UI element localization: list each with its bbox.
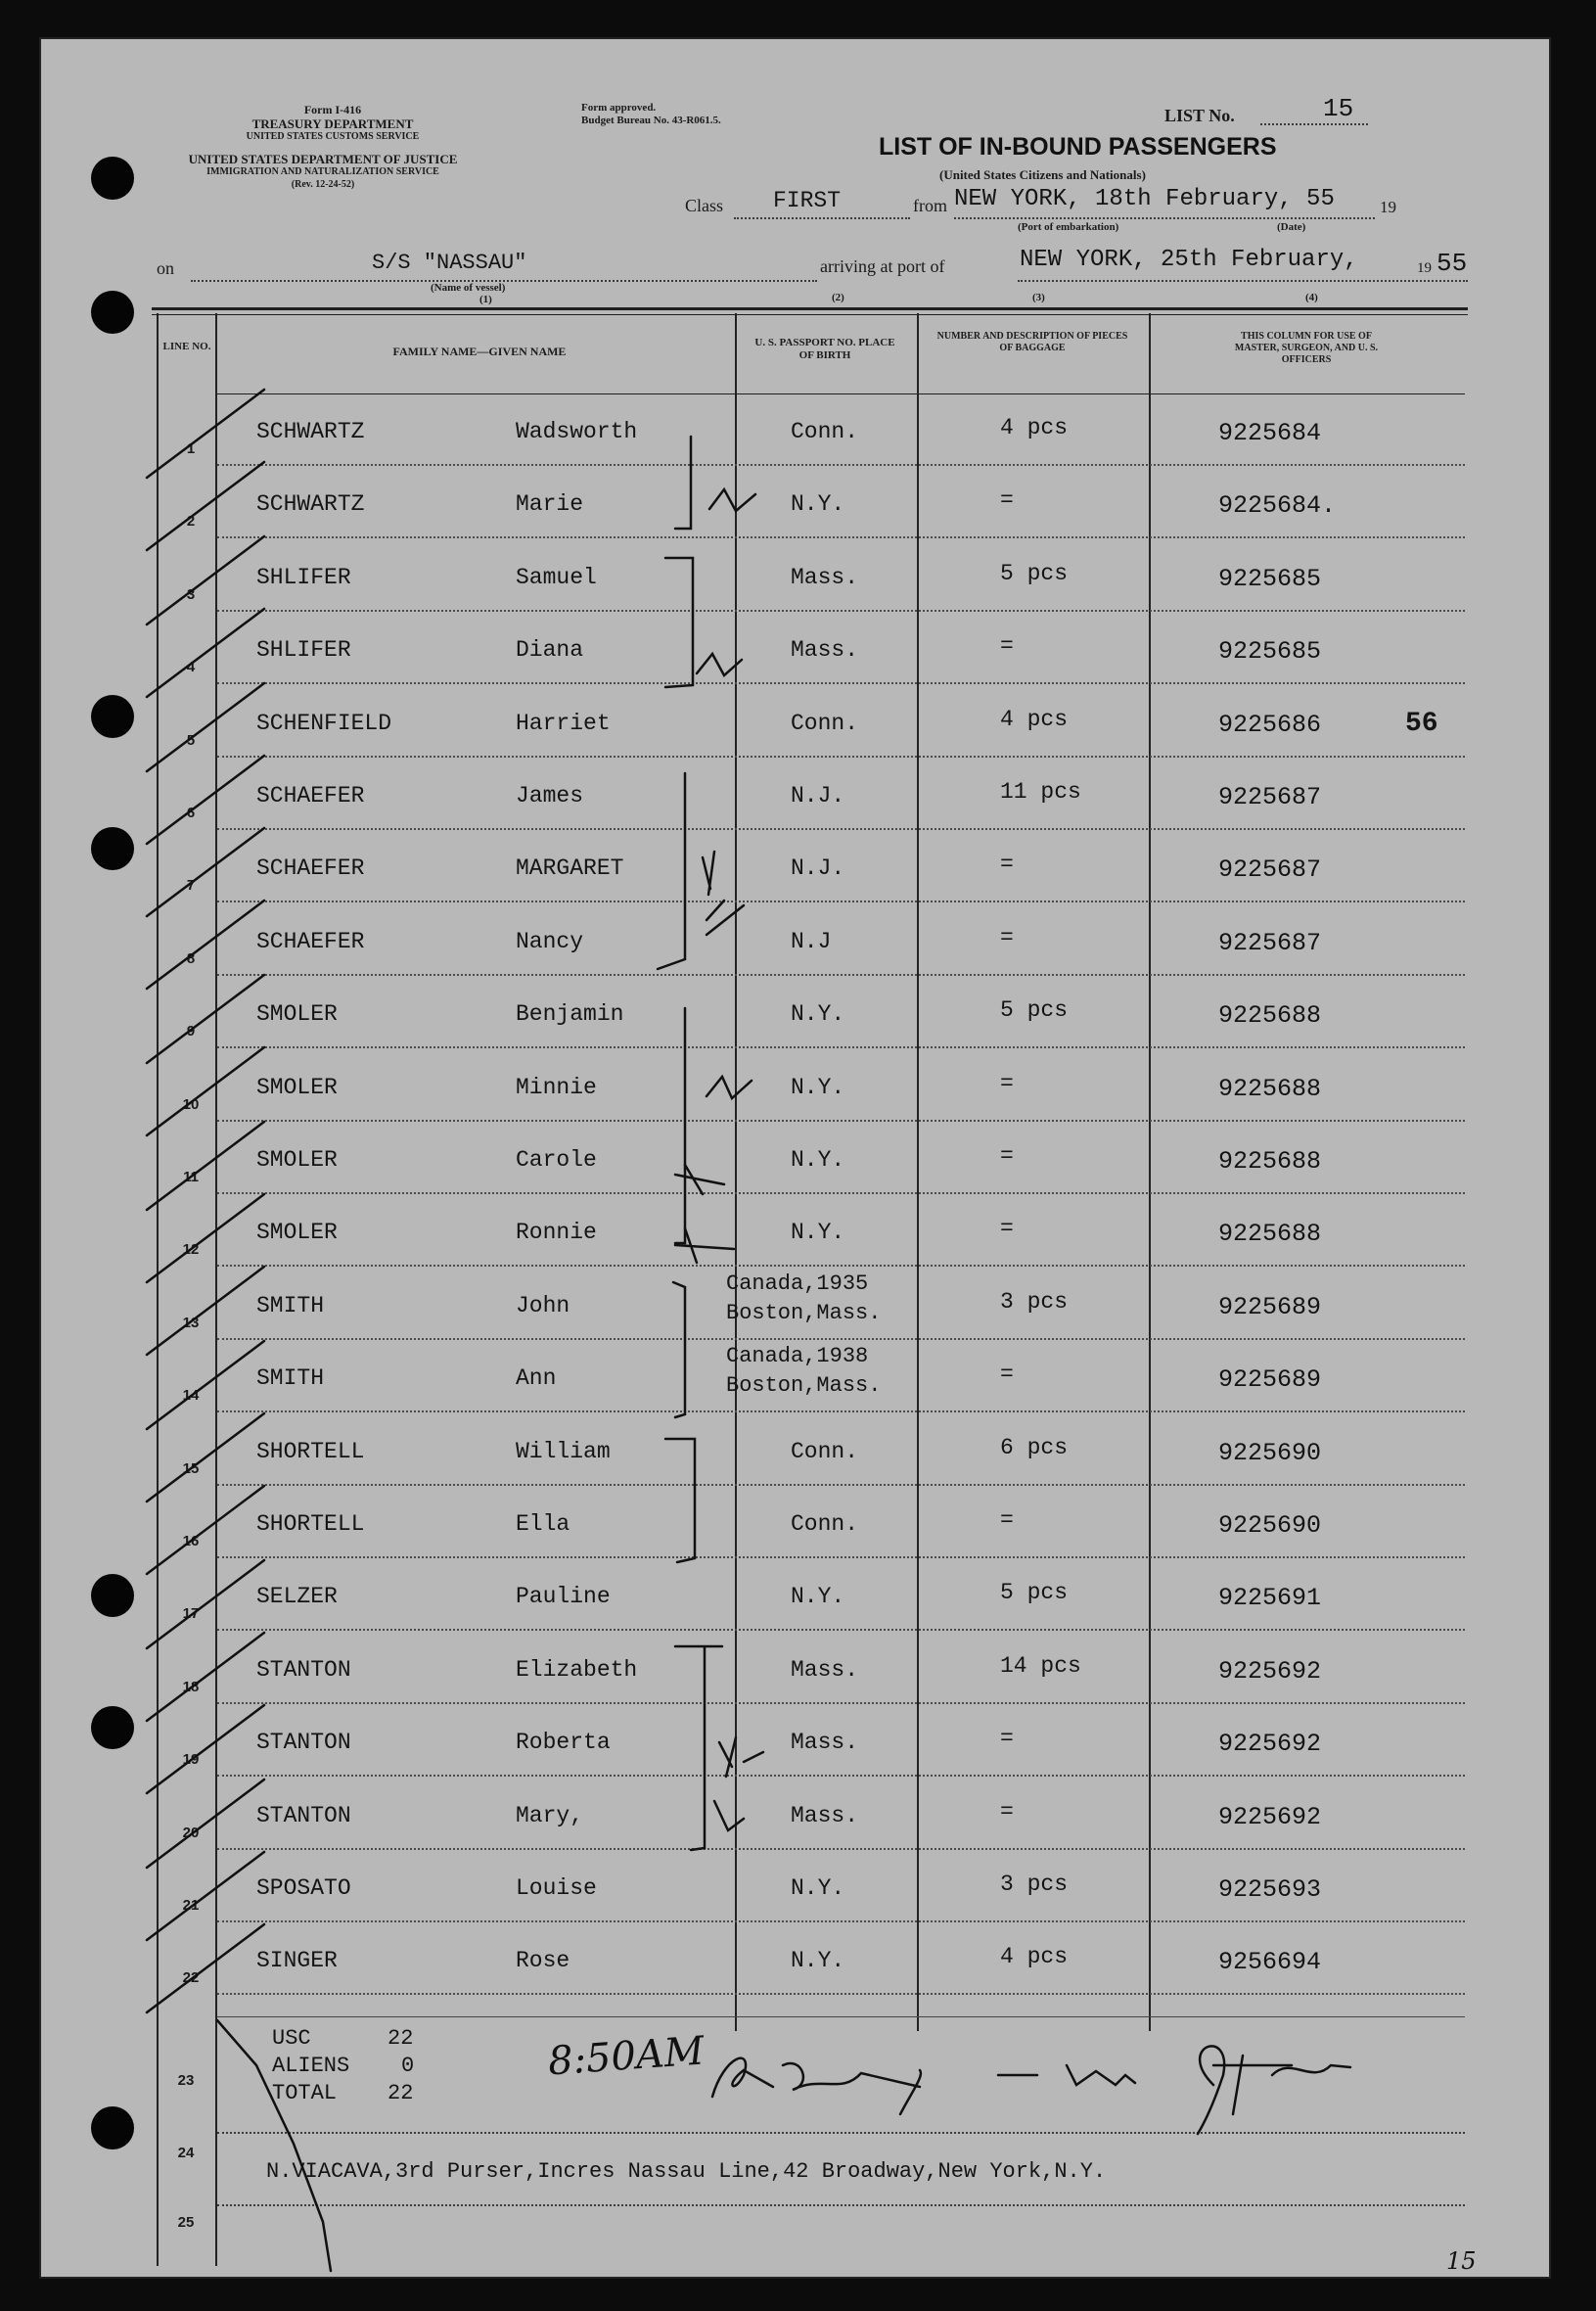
column-header-officer: THIS COLUMN FOR USE OF MASTER, SURGEON, AND U. S. OFFICERS xyxy=(1234,331,1379,365)
given-name: Marie xyxy=(516,491,584,518)
table-row xyxy=(0,1340,1596,1412)
line-number: 14 xyxy=(182,1387,200,1405)
aliens-label: ALIENS xyxy=(272,2054,350,2078)
page-subtitle: (United States Citizens and Nationals) xyxy=(939,167,1146,182)
family-name: SCHAEFER xyxy=(256,855,365,882)
baggage-pieces: = xyxy=(1000,487,1014,514)
given-name: Carole xyxy=(516,1147,597,1173)
from-rule xyxy=(954,217,1375,219)
given-name: MARGARET xyxy=(516,855,624,882)
family-name: SCHWARTZ xyxy=(256,419,365,444)
officer-number: 9225690 xyxy=(1218,1511,1322,1540)
place-of-birth: Mass. xyxy=(791,1802,859,1828)
line-number: 8 xyxy=(186,949,196,967)
family-name: SMOLER xyxy=(256,1001,338,1028)
line-number: 6 xyxy=(186,805,196,821)
table-row xyxy=(0,1922,1596,1995)
row-23-bottom-rule xyxy=(217,2132,1465,2134)
arrival-value: NEW YORK, 25th February, xyxy=(1020,247,1358,273)
given-name: Roberta xyxy=(516,1730,611,1756)
line-number: 7 xyxy=(186,877,196,895)
family-name: SCHWARTZ xyxy=(256,491,365,518)
officer-number: 9225687 xyxy=(1218,855,1322,885)
baggage-pieces: = xyxy=(1000,1216,1014,1242)
place-of-birth: N.Y. xyxy=(791,1147,845,1173)
table-row xyxy=(0,1486,1596,1558)
table-row xyxy=(0,1778,1596,1850)
place-of-birth: Conn. xyxy=(791,419,859,444)
baggage-pieces: 11 pcs xyxy=(1000,779,1081,805)
given-name: Mary, xyxy=(516,1802,584,1828)
table-row xyxy=(0,976,1596,1048)
place-of-birth: N.Y. xyxy=(791,1948,845,1974)
table-row xyxy=(0,1049,1596,1122)
col-number-3: (3) xyxy=(1032,292,1045,303)
table-row xyxy=(0,1632,1596,1704)
given-name: Harriet xyxy=(516,710,611,736)
given-name: Ella xyxy=(516,1511,570,1537)
place-of-birth: N.Y. xyxy=(791,491,845,518)
line-number: 21 xyxy=(182,1897,200,1914)
line-number: 3 xyxy=(186,585,196,603)
row-rule xyxy=(217,1993,1465,1995)
list-number-rule xyxy=(1260,123,1368,125)
officer-number: 9225691 xyxy=(1218,1584,1322,1613)
place-of-birth: N.J. xyxy=(791,783,845,809)
baggage-pieces: = xyxy=(1000,1798,1014,1825)
family-name: SELZER xyxy=(256,1584,338,1610)
line-number-24: 24 xyxy=(177,2145,195,2161)
officer-number: 9225688 xyxy=(1218,1220,1322,1249)
col-number-2: (2) xyxy=(832,292,844,303)
line-number: 16 xyxy=(182,1533,200,1549)
place-of-birth: N.J. xyxy=(791,855,845,882)
line-number: 10 xyxy=(182,1095,200,1113)
col-number-1: (1) xyxy=(479,294,492,305)
immigration-service: IMMIGRATION AND NATURALIZATION SERVICE xyxy=(206,166,439,177)
family-name: STANTON xyxy=(256,1656,351,1683)
place-of-birth: Conn. xyxy=(791,710,859,736)
line-number: 2 xyxy=(186,513,196,531)
table-row xyxy=(0,758,1596,830)
on-label: on xyxy=(157,258,174,278)
baggage-pieces: 5 pcs xyxy=(1000,1580,1069,1606)
given-name: Ronnie xyxy=(516,1220,597,1246)
given-name: Benjamin xyxy=(516,1001,624,1028)
family-name: SINGER xyxy=(256,1948,338,1974)
place-of-birth: N.Y. xyxy=(791,1001,845,1028)
line-number: 1 xyxy=(186,440,196,457)
given-name: Nancy xyxy=(516,928,584,954)
baggage-pieces: 3 pcs xyxy=(1000,1872,1069,1897)
customs-service: UNITED STATES CUSTOMS SERVICE xyxy=(246,131,420,142)
baggage-pieces: 3 pcs xyxy=(1000,1288,1069,1315)
place-of-birth: N.Y. xyxy=(791,1074,845,1100)
arriving-label: arriving at port of xyxy=(820,256,945,276)
punch-hole xyxy=(91,157,134,200)
port-embarkation-caption: (Port of embarkation) xyxy=(1018,221,1119,233)
officer-number: 9225689 xyxy=(1218,1365,1322,1395)
officer-number: 9225692 xyxy=(1218,1656,1322,1686)
family-name: SMOLER xyxy=(256,1074,338,1100)
line-number: 15 xyxy=(182,1459,200,1477)
column-header-name: FAMILY NAME—GIVEN NAME xyxy=(392,345,567,358)
punch-hole xyxy=(91,291,134,334)
officer-number: 9256694 xyxy=(1218,1948,1322,1977)
year-prefix: 19 xyxy=(1380,198,1396,216)
given-name: Minnie xyxy=(516,1074,597,1100)
form-approved: Form approved. xyxy=(581,102,657,114)
given-name: William xyxy=(516,1438,611,1464)
given-name: Wadsworth xyxy=(516,419,638,444)
table-row xyxy=(0,1558,1596,1631)
place-of-birth: Conn. xyxy=(791,1438,859,1464)
officer-number: 9225693 xyxy=(1218,1875,1322,1904)
place-of-birth: Mass. xyxy=(791,564,859,590)
line-number: 11 xyxy=(183,1169,199,1185)
officer-number: 9225685 xyxy=(1218,564,1322,593)
table-top-border-inner xyxy=(152,314,1468,315)
given-name: John xyxy=(516,1292,570,1318)
family-name: SMOLER xyxy=(256,1220,338,1246)
vessel-name: S/S "NASSAU" xyxy=(372,251,527,275)
given-name: Diana xyxy=(516,637,584,664)
given-name: Ann xyxy=(516,1365,557,1392)
given-name: Rose xyxy=(516,1948,570,1974)
baggage-pieces: 6 pcs xyxy=(1000,1434,1069,1460)
given-name: James xyxy=(516,783,584,809)
place-of-birth: Mass. xyxy=(791,637,859,664)
col-number-4: (4) xyxy=(1305,292,1318,303)
punch-hole xyxy=(91,2106,134,2149)
table-row xyxy=(0,393,1596,466)
family-name: SCHENFIELD xyxy=(256,710,392,736)
family-name: SHLIFER xyxy=(256,637,351,664)
margin-annotation: 56 xyxy=(1405,709,1438,739)
place-of-birth: N.Y. xyxy=(791,1584,845,1610)
officer-number: 9225692 xyxy=(1218,1802,1322,1831)
column-header-passport: U. S. PASSPORT NO. PLACE OF BIRTH xyxy=(754,337,895,362)
class-value: FIRST xyxy=(773,188,842,213)
baggage-pieces: = xyxy=(1000,1507,1014,1533)
officer-number: 9225684 xyxy=(1218,419,1322,447)
table-row xyxy=(0,1268,1596,1340)
officer-number: 9225690 xyxy=(1218,1438,1322,1467)
place-of-birth: Mass. xyxy=(791,1730,859,1756)
officer-number: 9225687 xyxy=(1218,783,1322,811)
baggage-pieces: 5 pcs xyxy=(1000,560,1069,586)
column-header-line: LINE NO. xyxy=(162,341,211,352)
table-row xyxy=(0,1704,1596,1777)
arrival-year: 55 xyxy=(1436,249,1468,278)
baggage-pieces: 4 pcs xyxy=(1000,1944,1069,1970)
baggage-pieces: = xyxy=(1000,1362,1014,1388)
table-row xyxy=(0,539,1596,612)
given-name: Elizabeth xyxy=(516,1656,638,1683)
budget-bureau: Budget Bureau No. 43-R061.5. xyxy=(581,115,721,126)
family-name: SMITH xyxy=(256,1365,325,1392)
line-number: 19 xyxy=(182,1751,200,1769)
place-of-birth: Canada,1935 Boston,Mass. xyxy=(726,1271,882,1325)
place-of-birth: Canada,1938 Boston,Mass. xyxy=(726,1344,882,1399)
line-number: 17 xyxy=(182,1605,200,1623)
place-of-birth: N.Y. xyxy=(791,1220,845,1246)
family-name: SHORTELL xyxy=(256,1438,365,1464)
usc-label: USC xyxy=(272,2026,311,2051)
baggage-pieces: = xyxy=(1000,1143,1014,1169)
officer-number: 9225688 xyxy=(1218,1074,1322,1103)
baggage-pieces: = xyxy=(1000,633,1014,660)
row-24-bottom-rule xyxy=(217,2204,1465,2206)
table-row xyxy=(0,1413,1596,1486)
baggage-pieces: 5 pcs xyxy=(1000,997,1069,1024)
given-name: Louise xyxy=(516,1875,597,1901)
purser-note: N.VIACAVA,3rd Purser,Incres Nassau Line,42 Broadway,New York,N.Y. xyxy=(266,2159,1107,2184)
baggage-pieces: = xyxy=(1000,1070,1014,1096)
table-row xyxy=(0,612,1596,684)
from-label: from xyxy=(913,196,947,215)
family-name: SHORTELL xyxy=(256,1511,365,1537)
usc-count: 22 xyxy=(388,2026,414,2051)
baggage-pieces: 4 pcs xyxy=(1000,415,1069,440)
family-name: SMITH xyxy=(256,1292,325,1318)
family-name: STANTON xyxy=(256,1730,351,1756)
class-label: Class xyxy=(685,196,724,215)
line-number: 20 xyxy=(182,1824,200,1841)
line-number: 12 xyxy=(182,1241,200,1259)
family-name: SPOSATO xyxy=(256,1875,351,1901)
arrival-year-prefix: 19 xyxy=(1417,260,1432,276)
given-name: Samuel xyxy=(516,564,597,590)
family-name: STANTON xyxy=(256,1802,351,1828)
line-number: 18 xyxy=(182,1678,200,1695)
place-of-birth: Mass. xyxy=(791,1656,859,1683)
baggage-pieces: 14 pcs xyxy=(1000,1652,1081,1679)
line-number: 13 xyxy=(182,1314,200,1331)
table-row xyxy=(0,1194,1596,1267)
department-of-justice: UNITED STATES DEPARTMENT OF JUSTICE xyxy=(188,152,458,166)
total-label: TOTAL xyxy=(272,2081,338,2105)
line-number: 9 xyxy=(186,1023,196,1040)
family-name: SCHAEFER xyxy=(256,783,365,809)
officer-number: 9225687 xyxy=(1218,928,1322,957)
class-rule xyxy=(734,217,910,219)
line-number-23: 23 xyxy=(177,2072,195,2089)
line-number-25: 25 xyxy=(177,2214,195,2231)
baggage-pieces: = xyxy=(1000,1726,1014,1752)
revision-date: (Rev. 12-24-52) xyxy=(291,179,355,190)
treasury-department: TREASURY DEPARTMENT xyxy=(251,116,414,131)
aliens-count: 0 xyxy=(401,2054,415,2078)
officer-number: 9225684. xyxy=(1218,491,1337,521)
table-top-border xyxy=(152,307,1468,310)
officer-number: 9225685 xyxy=(1218,637,1322,667)
officer-number: 9225688 xyxy=(1218,1147,1322,1176)
table-row xyxy=(0,466,1596,538)
column-header-baggage: NUMBER AND DESCRIPTION OF PIECES OF BAGGAGE xyxy=(936,331,1128,353)
place-of-birth: N.Y. xyxy=(791,1875,845,1901)
form-number: Form I-416 xyxy=(303,103,362,116)
arrival-rule xyxy=(1018,280,1468,282)
list-number: 15 xyxy=(1323,94,1354,123)
row-22-bottom-rule xyxy=(217,2016,1465,2017)
from-value: NEW YORK, 18th February, 55 xyxy=(954,186,1335,212)
family-name: SMOLER xyxy=(256,1147,338,1173)
family-name: SCHAEFER xyxy=(256,928,365,954)
table-row xyxy=(0,1850,1596,1922)
table-row xyxy=(0,903,1596,976)
baggage-pieces: 4 pcs xyxy=(1000,706,1069,732)
place-of-birth: Conn. xyxy=(791,1511,859,1537)
line-number: 4 xyxy=(186,659,196,676)
handwritten-page-number: 15 xyxy=(1446,2247,1477,2275)
total-count: 22 xyxy=(388,2081,414,2105)
handwritten-time: 8:50AM xyxy=(546,2028,707,2085)
page-title: LIST OF IN-BOUND PASSENGERS xyxy=(879,133,1277,161)
table-row xyxy=(0,830,1596,902)
table-row xyxy=(0,685,1596,758)
date-caption: (Date) xyxy=(1277,221,1306,233)
officer-number: 9225686 xyxy=(1218,710,1322,739)
family-name: SHLIFER xyxy=(256,564,351,590)
officer-number: 9225692 xyxy=(1218,1730,1322,1759)
table-row xyxy=(0,1122,1596,1194)
place-of-birth: N.J xyxy=(791,928,832,954)
officer-number: 9225688 xyxy=(1218,1001,1322,1031)
vessel-caption: (Name of vessel) xyxy=(431,282,506,294)
officer-number: 9225689 xyxy=(1218,1292,1322,1321)
list-label: LIST No. xyxy=(1164,106,1235,125)
line-number: 22 xyxy=(182,1969,200,1987)
baggage-pieces: = xyxy=(1000,924,1014,950)
line-number: 5 xyxy=(186,731,196,749)
given-name: Pauline xyxy=(516,1584,611,1610)
baggage-pieces: = xyxy=(1000,852,1014,878)
